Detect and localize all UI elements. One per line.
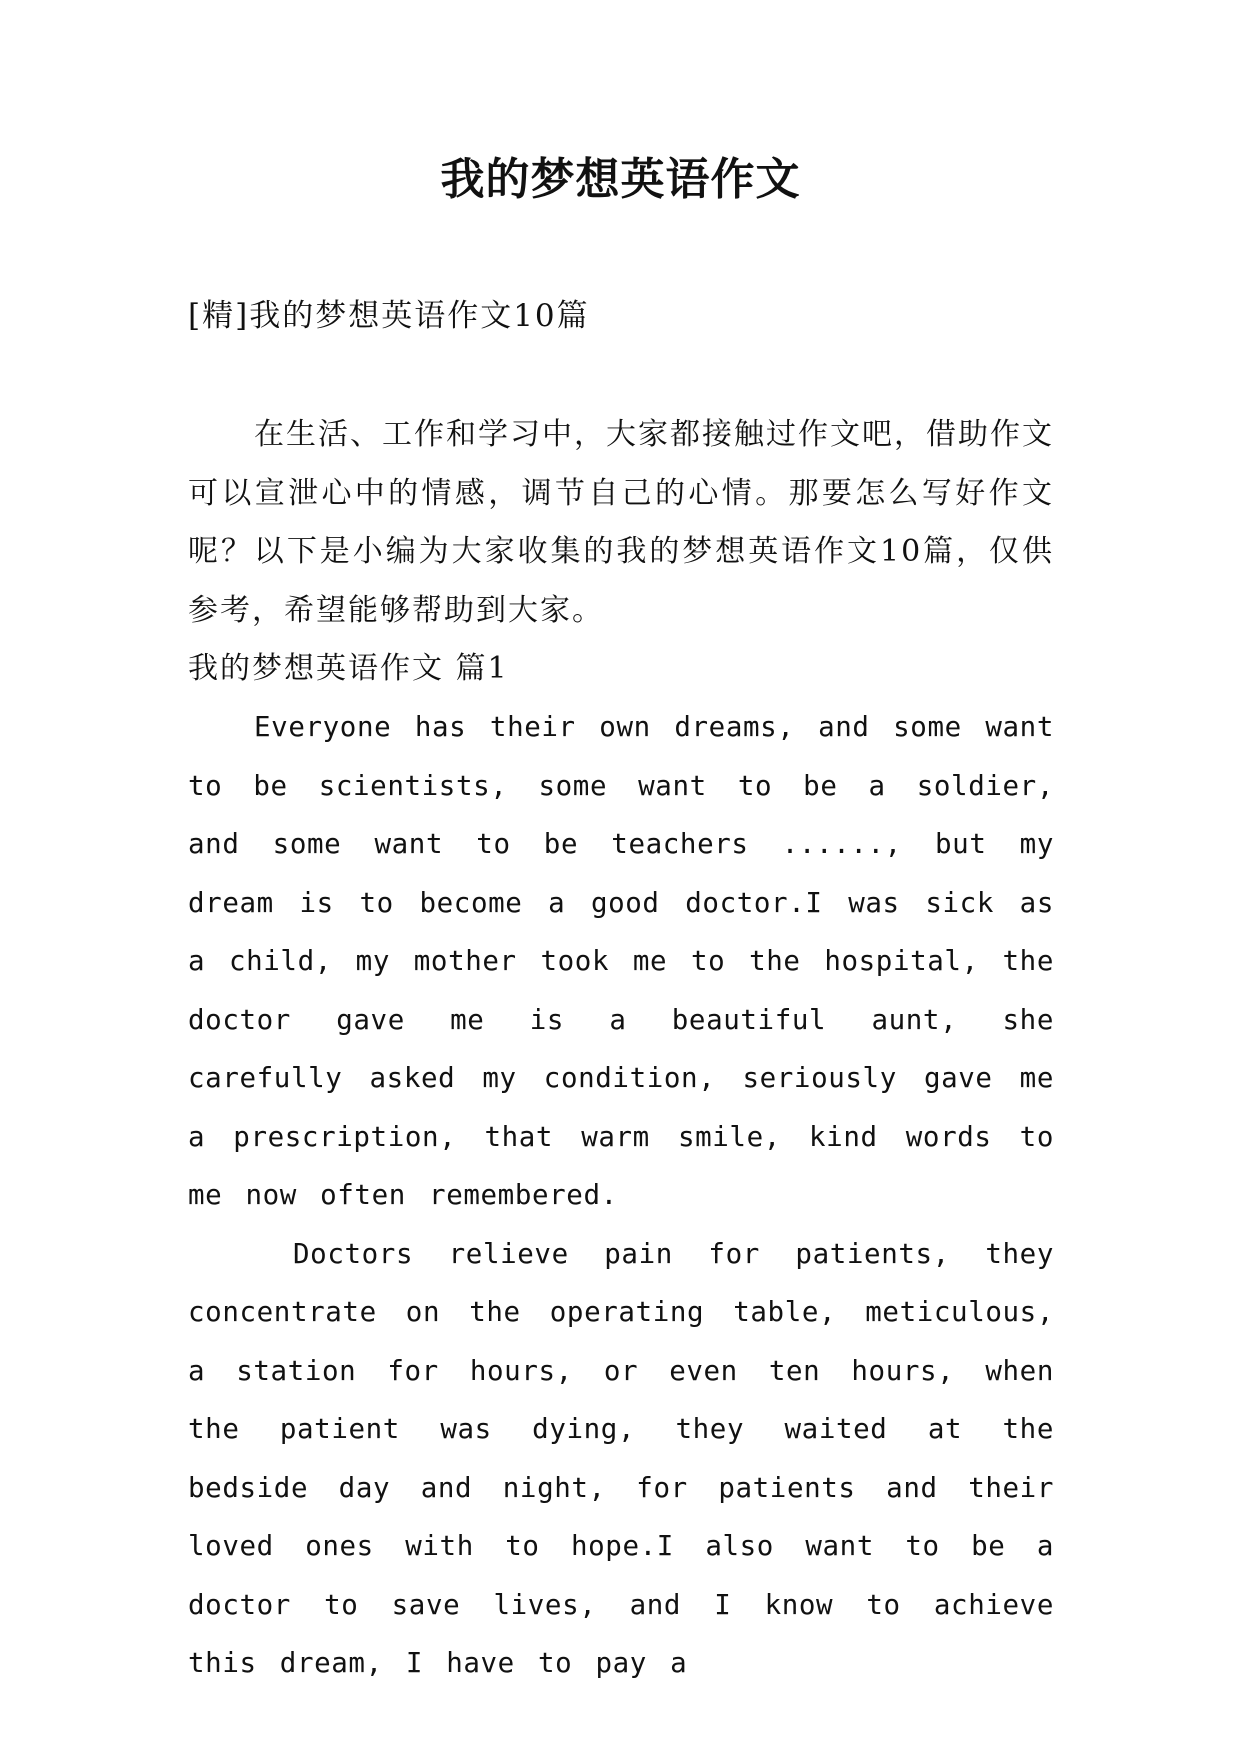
essay-paragraph-1: Everyone has their own dreams, and some want to be scientists, some want to be a soldier, and some want to be teachers ......, but my dream is to become a good doctor.I was sick as a child, my mother took me to the hospital, the doctor gave me is a beautiful aunt, she carefully asked my condition, seriously gave me a prescription, that warm smile, kind words to me now often remembered. — [188, 711, 1054, 1211]
document-subtitle: [精]我的梦想英语作文10篇 — [188, 298, 590, 334]
intro-paragraph: 在生活、工作和学习中，大家都接触过作文吧，借助作文可以宣泄心中的情感，调节自己的心情。那要怎么写好作文呢？以下是小编为大家收集的我的梦想英语作文10篇，仅供参考，希望能够帮助到大家。 — [188, 417, 1054, 628]
document-body — [188, 406, 1054, 1693]
document-title: 我的梦想英语作文 — [440, 154, 801, 205]
essay-paragraph-2: Doctors relieve pain for patients, they concentrate on the operating table, meticulous, a station for hours, or even ten hours, when the patient was dying, they waited at the bedside day and night, for patients and their loved ones with to hope.I also want to be a doctor to save lives, and I know to achieve this dream, I have to pay a — [188, 1237, 1054, 1679]
section-heading: 我的梦想英语作文 篇1 — [188, 651, 509, 686]
